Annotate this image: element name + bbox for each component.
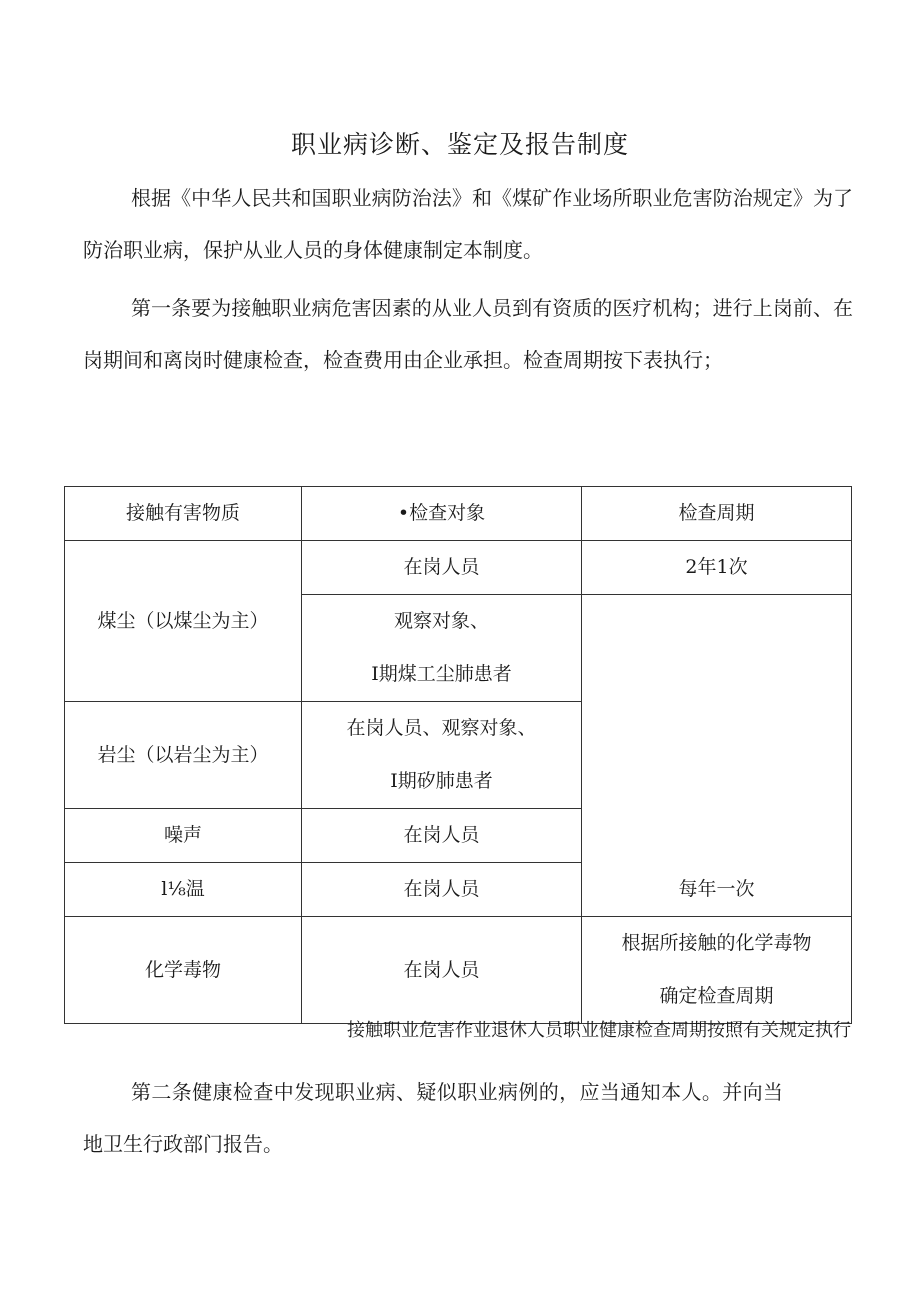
cell-line: 观察对象、 <box>393 610 489 632</box>
cell-heat: l⅛温 <box>65 863 302 917</box>
cell-noise-target: 在岗人员 <box>302 809 582 863</box>
cell-rock-dust: 岩尘（以岩尘为主） <box>65 702 302 809</box>
table-header-row <box>65 487 852 541</box>
header-substance: 接触有害物质 <box>65 487 302 541</box>
cell-heat-target: 在岗人员 <box>302 863 582 917</box>
table-row <box>65 541 852 595</box>
table-row <box>65 917 852 1024</box>
cell-coal-dust: 煤尘（以煤尘为主） <box>65 541 302 702</box>
cell-chemical: 化学毒物 <box>65 917 302 1024</box>
intro-paragraph: 根据《中华人民共和国职业病防治法》和《煤矿作业场所职业危害防治规定》为了防治职业病，保护从业人员的身体健康制定本制度。 <box>83 186 853 262</box>
cell-line: 确定检查周期 <box>659 985 774 1007</box>
page-title: 职业病诊断、鉴定及报告制度 <box>290 130 629 159</box>
cell-yearly-period: 每年一次 <box>582 595 852 917</box>
cell-coal-target-1: 在岗人员 <box>302 541 582 595</box>
header-period: 检查周期 <box>582 487 852 541</box>
cell-line: 在岗人员、观察对象、 <box>346 717 537 739</box>
cell-chemical-target: 在岗人员 <box>302 917 582 1024</box>
article-2-paragraph: 第二条健康检查中发现职业病、疑似职业病例的，应当通知本人。并向当地卫生行政部门报告。 <box>83 1080 783 1156</box>
cell-line: I期煤工尘肺患者 <box>371 663 512 685</box>
cell-line: I期矽肺患者 <box>390 770 493 792</box>
cell-coal-period-1: 2年1次 <box>582 541 852 595</box>
exam-period-table <box>64 486 852 1024</box>
article-1-paragraph: 第一条要为接触职业病危害因素的从业人员到有资质的医疗机构；进行上岗前、在岗期间和离岗时健康检查，检查费用由企业承担。检查周期按下表执行； <box>83 296 853 372</box>
cell-rock-target <box>302 702 582 809</box>
cell-line: 根据所接触的化学毒物 <box>621 932 812 954</box>
cell-chemical-period <box>582 917 852 1024</box>
cell-coal-target-2 <box>302 595 582 702</box>
header-target: •检查对象 <box>302 487 582 541</box>
cell-noise: 噪声 <box>65 809 302 863</box>
table-note: 接触职业危害作业退休人员职业健康检查周期按照有关规定执行 <box>347 1020 851 1041</box>
